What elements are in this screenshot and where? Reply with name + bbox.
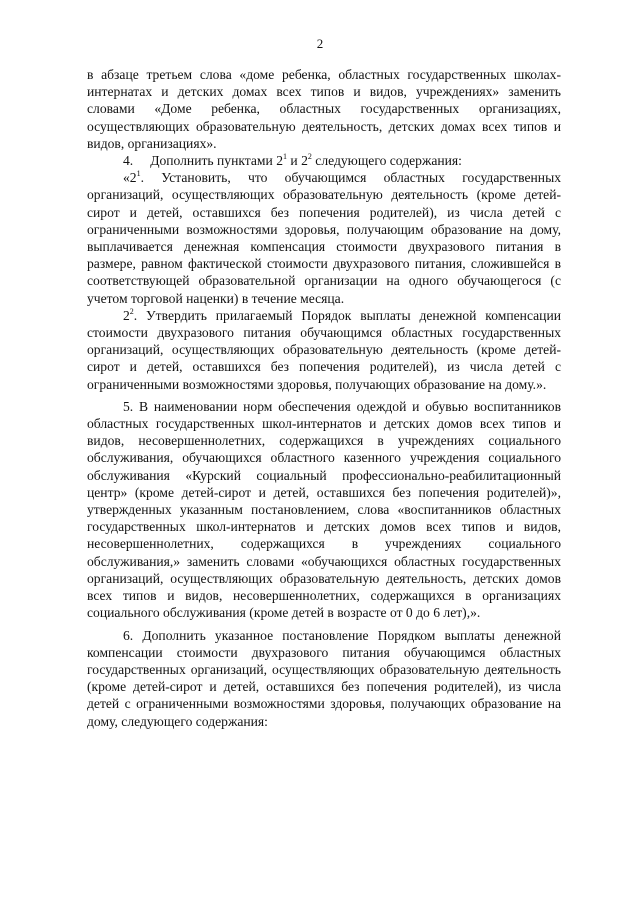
page-number: 2 — [316, 36, 324, 51]
superscript: 1 — [283, 152, 288, 162]
superscript: 1 — [136, 169, 141, 179]
paragraph-point-2-1-text-a: «2 — [123, 170, 137, 186]
paragraph-item-4-text-b: и 2 — [287, 153, 308, 169]
paragraph-item-6: 6. Дополнить указанное постановление Порядком выплаты денежной компенсации стоимости двухразового питания обучающимся областных государственных организаций, осуществляющих образовательную деятельность (кроме детей-сирот и детей, оставшихся без попечения родителей), из числа детей с ограниченными возможностями здоровья, получающих образование на дому, следующего содержания: — [87, 627, 561, 729]
paragraph-item-5: 5. В наименовании норм обеспечения одеждой и обувью воспитанников областных государственных школ-интернатов и детских домов всех типов и видов, несовершеннолетних, содержащихся в учреждениях социального обслуживания, обучающихся областного казенного учреждения социального обслуживания «Курский социальный профессионально-реабилитационный центр» (кроме детей-сирот и детей, оставшихся без попечения родителей)», утвержденных указанным постановлением, слова «воспитанников областных государственных школ-интернатов и детских домов всех типов и видов, несовершеннолетних, содержащихся в учреждениях социального обслуживания,» заменить словами «обучающихся областных государственных организаций, осуществляющих образовательную деятельность, детских домов всех типов и видов, несовершеннолетних, содержащихся в организациях социального обслуживания (кроме детей в возрасте от 0 до 6 лет),». — [87, 398, 561, 621]
superscript: 2 — [307, 152, 312, 162]
paragraph-point-2-1 — [87, 169, 561, 307]
paragraph-point-2-2-text-b: . Утвердить прилагаемый Порядок выплаты денежной компенсации стоимости двухразового питания обучающимся областных государственных организаций, осуществляющих образовательную деятельность (кроме детей-сирот и детей, оставшихся без попечения родителей), из числа детей с ограниченными возможностями здоровья, получающих образование на дому.». — [87, 307, 561, 392]
paragraph-item-4-text-c: следующего содержания: — [311, 153, 462, 169]
paragraph-amendment-abzac: в абзаце третьем слова «доме ребенка, областных государственных школах-интернатах и детских домах всех типов и видов, учреждениях» заменить словами «Доме ребенка, областных государственных организациях, осуществляющих образовательную деятельность, детских домах всех типов и видов, организациях». — [87, 67, 561, 151]
paragraph-item-4 — [87, 152, 561, 169]
paragraph-point-2-2 — [87, 307, 561, 393]
superscript: 2 — [129, 306, 134, 316]
document-body — [87, 66, 561, 730]
paragraph-point-2-2-text-a: 2 — [123, 307, 130, 323]
paragraph-point-2-1-text-b: . Установить, что обучающимся областных государственных организаций, осуществляющих образовательную деятельность (кроме детей-сирот и детей, оставшихся без попечения родителей), из числа детей с ограниченными возможностями здоровья, получающим образование на дому, выплачивается денежная компенсация стоимости двухразового питания в размере, равном фактической стоимости двухразового питания, сложившейся в соответствующей образовательной организации на одного обучающегося (с учетом торговой наценки) в течение месяца. — [87, 170, 561, 306]
paragraph-item-4-text-a: 4. Дополнить пунктами 2 — [123, 153, 284, 169]
